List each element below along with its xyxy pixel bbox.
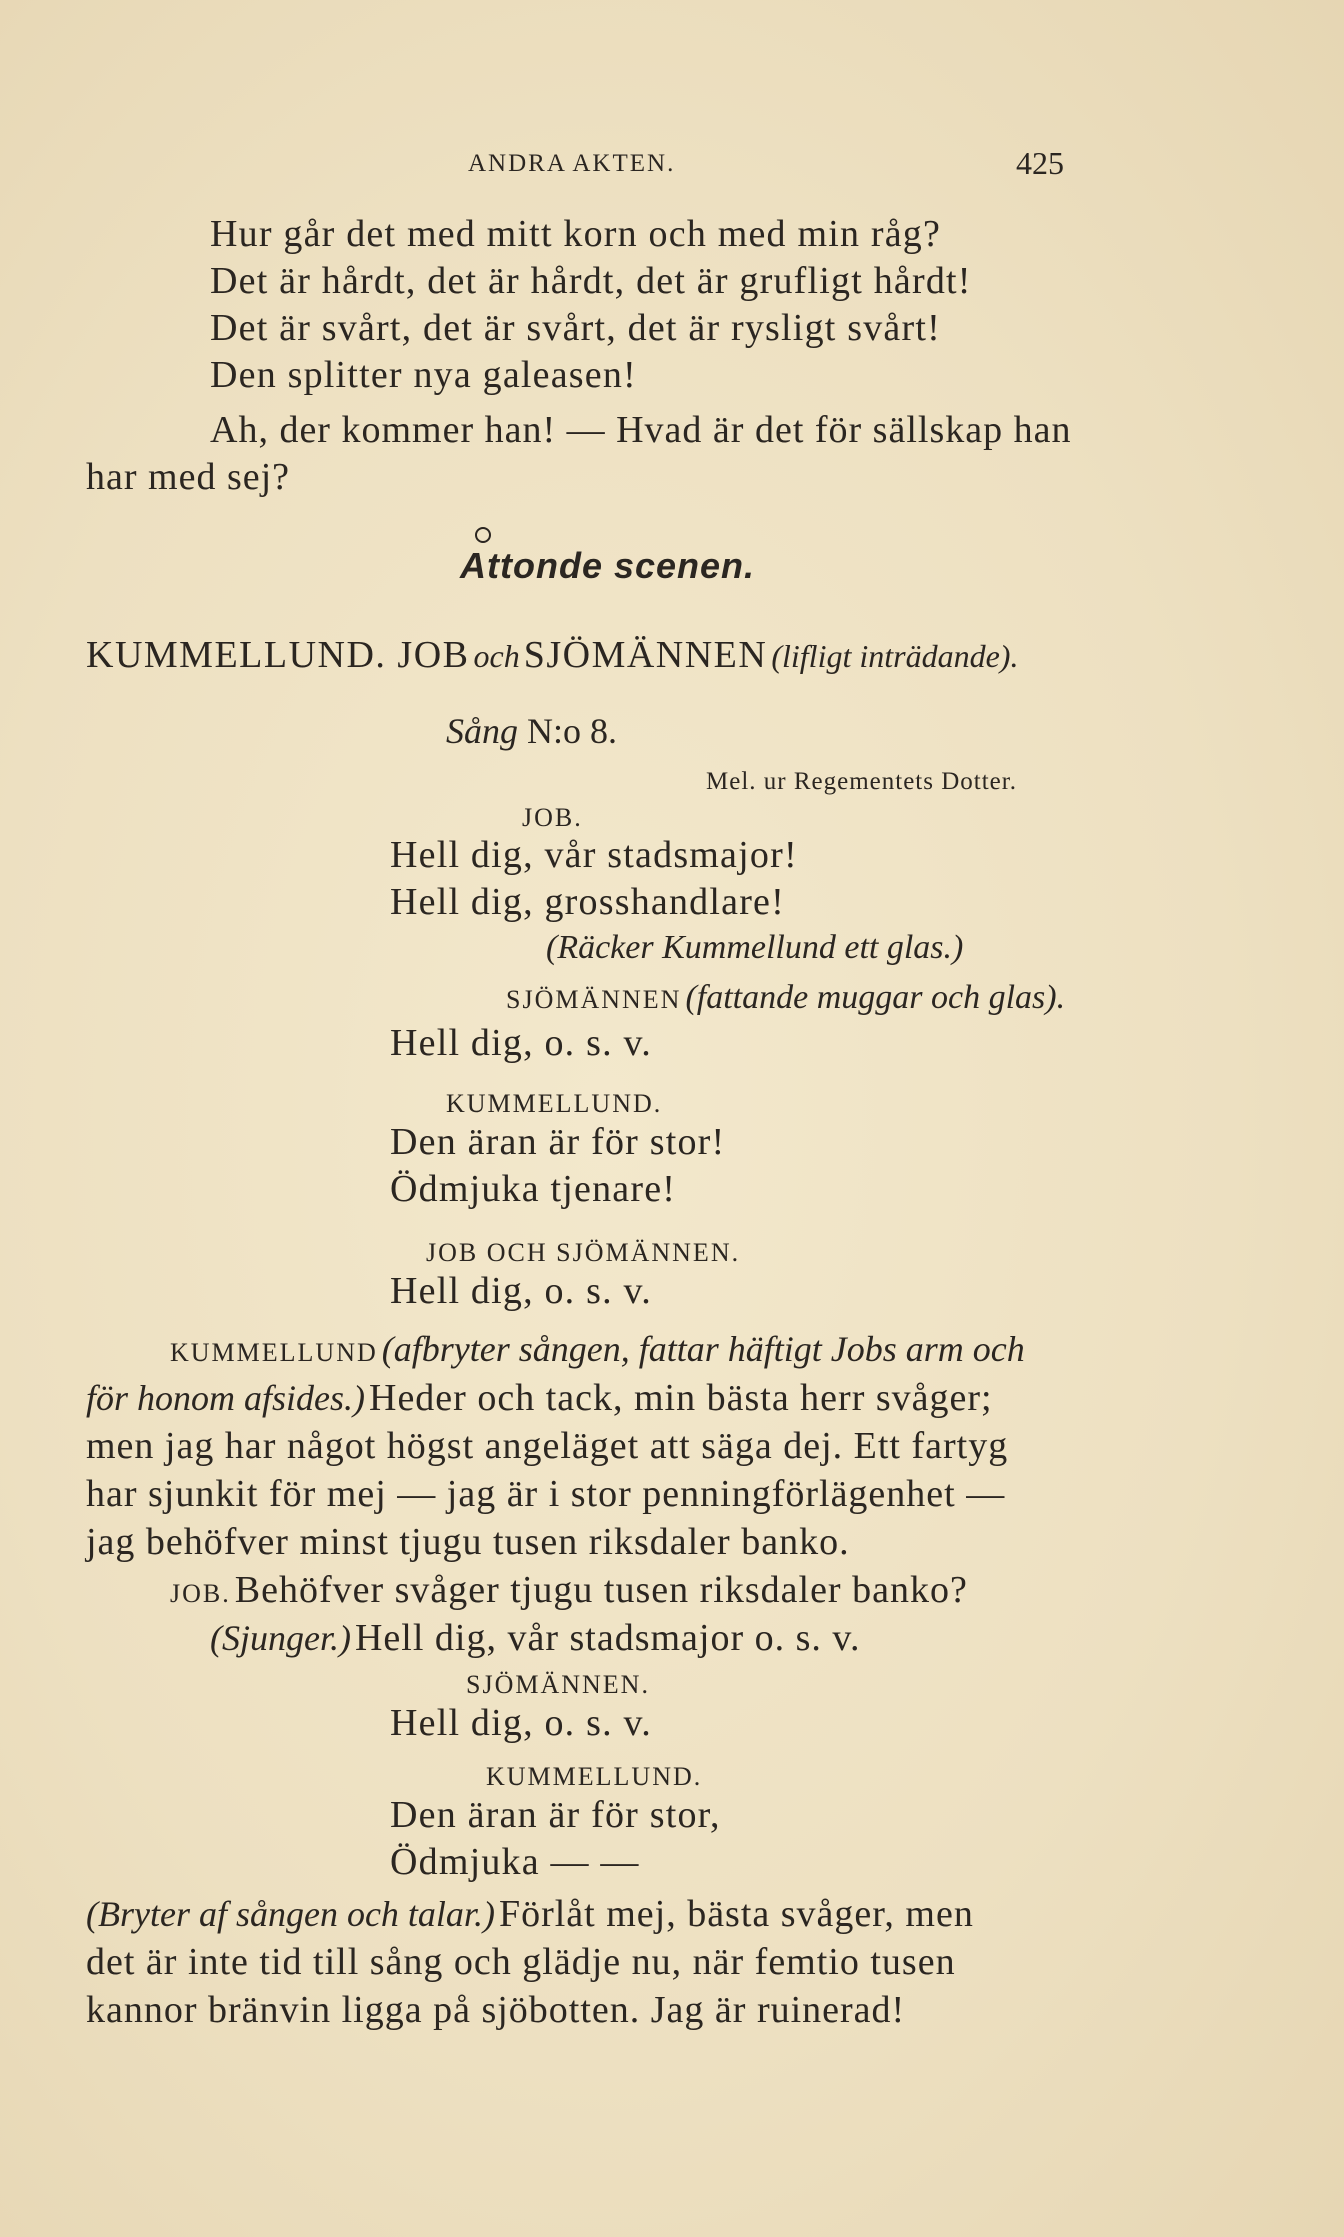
verse-line: Det är svårt, det är svårt, det är rysligt svårt! [210,307,941,349]
song-line: Ödmjuka tjenare! [390,1168,677,1210]
song-line: Den äran är för stor! [390,1121,726,1163]
speaker-kummellund: KUMMELLUND. [446,1089,663,1118]
running-title: ANDRA AKTEN. [468,150,676,177]
speaker-sailors: SJÖMÄNNEN. [466,1670,650,1699]
cast-names: KUMMELLUND. JOB [86,634,470,676]
song-title: Sång [446,711,518,751]
song-line: Ödmjuka — — [390,1841,640,1883]
prose-line [86,1376,993,1420]
sailors-line [506,979,1065,1017]
stage-direction: (Sjunger.) [210,1618,351,1658]
page-number: 425 [1016,145,1064,181]
prose-line [170,1328,1025,1370]
prose-line [170,1568,968,1612]
prose-line: kannor bränvin ligga på sjöbotten. Jag är ruinerad! [86,1989,906,2031]
stage-direction: för honom afsides.) [86,1378,365,1418]
speaker-job: JOB. [522,803,583,832]
prose-line: har sjunkit för mej — jag är i stor penningförlägenhet — [86,1473,1006,1515]
speaker-kummellund: KUMMELLUND [170,1338,378,1367]
stage-direction: (Räcker Kummellund ett glas.) [546,929,964,966]
cast-och: och [473,638,520,674]
dialogue-text: Behöfver svåger tjugu tusen riksdaler banko? [234,1569,968,1611]
song-line: Den äran är för stor, [390,1794,721,1836]
scene-title: Attonde scenen. [460,545,756,586]
verse-line: Den splitter nya galeasen! [210,354,637,396]
song-line: Hell dig, vår stadsmajor! [390,834,798,876]
monologue-line: Ah, der kommer han! — Hvad är det för sällskap han [210,409,1072,451]
dialogue-text: Hell dig, vår stadsmajor o. s. v. [354,1617,861,1659]
monologue-line: har med sej? [86,456,291,498]
ring-accent [475,527,491,543]
stage-direction: (fattande muggar och glas). [685,979,1066,1016]
speaker-kummellund: KUMMELLUND. [486,1762,703,1791]
speaker-job: JOB. [170,1579,231,1608]
song-line: Hell dig, o. s. v. [390,1702,652,1744]
verse-line: Hur går det med mitt korn och med min råg? [210,213,942,255]
song-number: N:o 8. [527,711,617,751]
speaker-both: JOB OCH SJÖMÄNNEN. [426,1238,741,1267]
prose-line: men jag har något högst angeläget att säga dej. Ett fartyg [86,1425,1009,1467]
prose-line: jag behöfver minst tjugu tusen riksdaler banko. [86,1521,850,1563]
dialogue-text: Heder och tack, min bästa herr svåger; [369,1377,993,1419]
prose-line [86,1892,974,1936]
stage-direction: (afbryter sången, fattar häftigt Jobs arm och [381,1329,1025,1369]
cast-direction: (lifligt inträdande). [771,638,1019,674]
verse-line: Det är hårdt, det är hårdt, det är grufligt hårdt! [210,260,972,302]
song-line: Hell dig, grosshandlare! [390,881,785,923]
dialogue-text: Förlåt mej, bästa svåger, men [498,1893,974,1935]
melody-note: Mel. ur Regementets Dotter. [706,768,1017,795]
prose-line [210,1616,860,1660]
cast-sailors: SJÖMÄNNEN [523,634,768,676]
song-line: Hell dig, o. s. v. [390,1022,652,1064]
speaker-sailors: SJÖMÄNNEN [506,985,682,1014]
stage-direction: (Bryter af sången och talar.) [86,1894,495,1934]
song-heading [446,710,617,752]
prose-line: det är inte tid till sång och glädje nu, när femtio tusen [86,1941,956,1983]
cast-list [86,633,1018,677]
song-line: Hell dig, o. s. v. [390,1270,652,1312]
